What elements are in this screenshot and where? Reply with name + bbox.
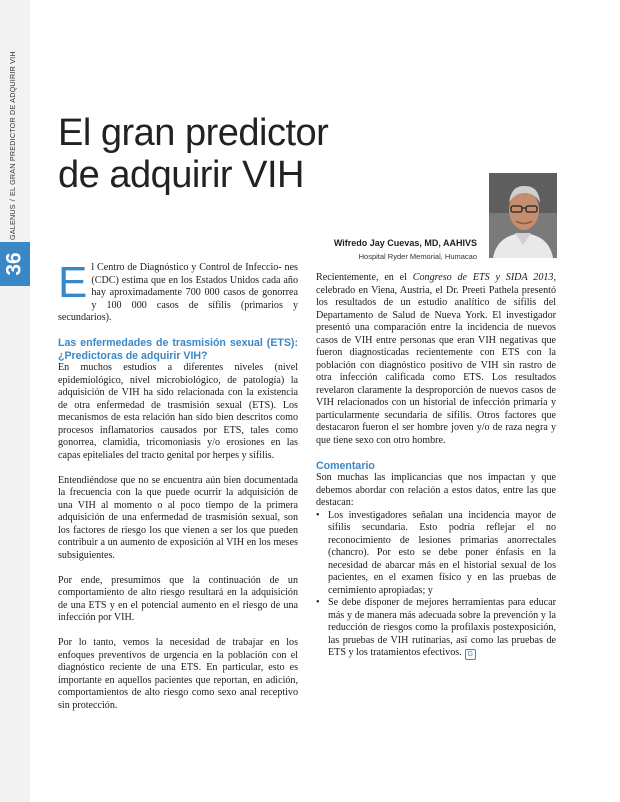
section-heading-comentario: Comentario [316, 459, 375, 472]
page-number: 36 [2, 252, 26, 276]
comment-intro: Son muchas las implicancias que nos impactan y que debemos abordar con relación a estos datos, entre las que destacan: [316, 472, 556, 508]
congress-text-b: , celebrado en Viena, Austria, el Dr. Preeti Pathela presentó los resultados de un estudio analítico de sífilis del Departamento de Salud de Nueva York. El investigador presentó una comparación entre la incidencia de nuevos casos de VIH entre personas que eran VIH negativas que fueron diagnosticadas recientemente con ETS con la población con diagnóstico positivo de VIH sin rastro de otra infección calificada como ETS. Los resultados revelaron claramente la desproporción de nuevos casos de VIH relacionados con un historial de infección primaria y particularmente secundaria de sífilis. Otros factores que destacaron fueron el ser hombre joven y/o de raza negra y que tiene sexo con otro hombre. [316, 272, 556, 446]
body-paragraph-4: Por lo tanto, vemos la necesidad de trabajar en los enfoques preventivos de urgencia en la población con el diagnóstico reciente de una ETS. En particular, esto es importante en aquellos pacientes que reportan, en adición, comportamientos de alto riesgo como sexo anal receptivo sin protección. [58, 637, 298, 711]
spine-section: GALENUS [8, 204, 17, 240]
article-title [58, 112, 328, 196]
bullet-text-2: Se debe disponer de mejores herramientas para educar más y de manera más adecuada sobre la prevención y la reducción de riesgos como la profilaxis postexposición, las pruebas de VIH rutinarias, así como las pruebas de ETS y los tratamientos efectivos. [328, 597, 556, 658]
intro-rest: nes (CDC) estima que en los Estados Unidos cada año hay aproximadamente 700 000 casos de gonorrea y 100 000 casos de sífilis (primarios y secundarios). [58, 262, 298, 323]
author-byline [334, 238, 477, 261]
author-name: Wifredo Jay Cuevas, MD, AAHIVS [333, 238, 477, 248]
body-paragraph-1: En muchos estudios a diferentes niveles (nivel epidemiológico, nivel microbiológico, de patología) la adquisición de VIH ha sido relacionada con la existencia de otra enfermedad de trasmisión sexual (ETS). Los mecanismos de esta relación han sido bien descritos como procesos inflamatorios causados por ETS, tales como gonorrea, clamidia, tricomoniasis y/o erosiones en las capas epiteliales del tracto genital por herpes y sífilis. [58, 362, 298, 461]
right-column [316, 272, 556, 660]
author-affiliation: Hospital Ryder Memorial, Humacao [358, 252, 477, 261]
running-header-spine: GALENUS/EL GRAN PREDICTOR DE ADQUIRIR VIH [8, 51, 17, 240]
congress-name: Congreso de ETS y SIDA 2013 [412, 272, 554, 283]
body-paragraph-2: Entendiéndose que no se encuentra aún bien documentada la frecuencia con la que puede ocurrir la adquisición de una VIH al momento o al poco tiempo de la primera adquisición de una enfermedad de trasmisión sexual, son los factores de riesgo los que vienen a ser los que pueden contribuir a un aumento de exposición al VIH en los meses subsiguientes. [58, 474, 298, 561]
intro-paragraph [58, 258, 298, 325]
end-of-article-icon: G [465, 649, 476, 660]
bullet-text-1: Los investigadores señalan una incidencia mayor de sífilis secundaria. Esto podría reflejar el no reconocimiento de lesiones primarias anorrectales (chancro). Por esto se debe poner énfasis en la necesidad de abarcar más en el historial sexual de los pacientes, en el examen físico y en las pruebas de cernimiento apropiadas; y [328, 509, 556, 596]
title-line-1: El gran predictor [58, 112, 329, 154]
congress-paragraph [316, 272, 556, 447]
section-heading-ets: Las enfermedades de trasmisión sexual (ETS): ¿Predictoras de adquirir VIH? [58, 337, 298, 362]
author-portrait-graphic [489, 173, 557, 258]
author-photo [489, 173, 557, 258]
list-item [316, 510, 556, 598]
page-number-badge [0, 242, 30, 286]
spine-title: EL GRAN PREDICTOR DE ADQUIRIR VIH [8, 51, 17, 197]
congress-text-a: Recientemente, en el [316, 272, 413, 283]
title-line-2: de adquirir VIH [58, 154, 304, 196]
left-column [58, 258, 298, 725]
body-paragraph-3: Por ende, presumimos que la continuación de un comportamiento de alto riesgo resultará en la adquisición de una ETS y en el potencial aumento en el riesgo de una infección por VIH. [58, 574, 298, 623]
intro-first-line: l Centro de Diagnóstico y Control de Infeccio- [91, 262, 282, 273]
drop-cap: E [58, 258, 88, 307]
list-item [316, 597, 556, 660]
comment-list [316, 510, 556, 661]
